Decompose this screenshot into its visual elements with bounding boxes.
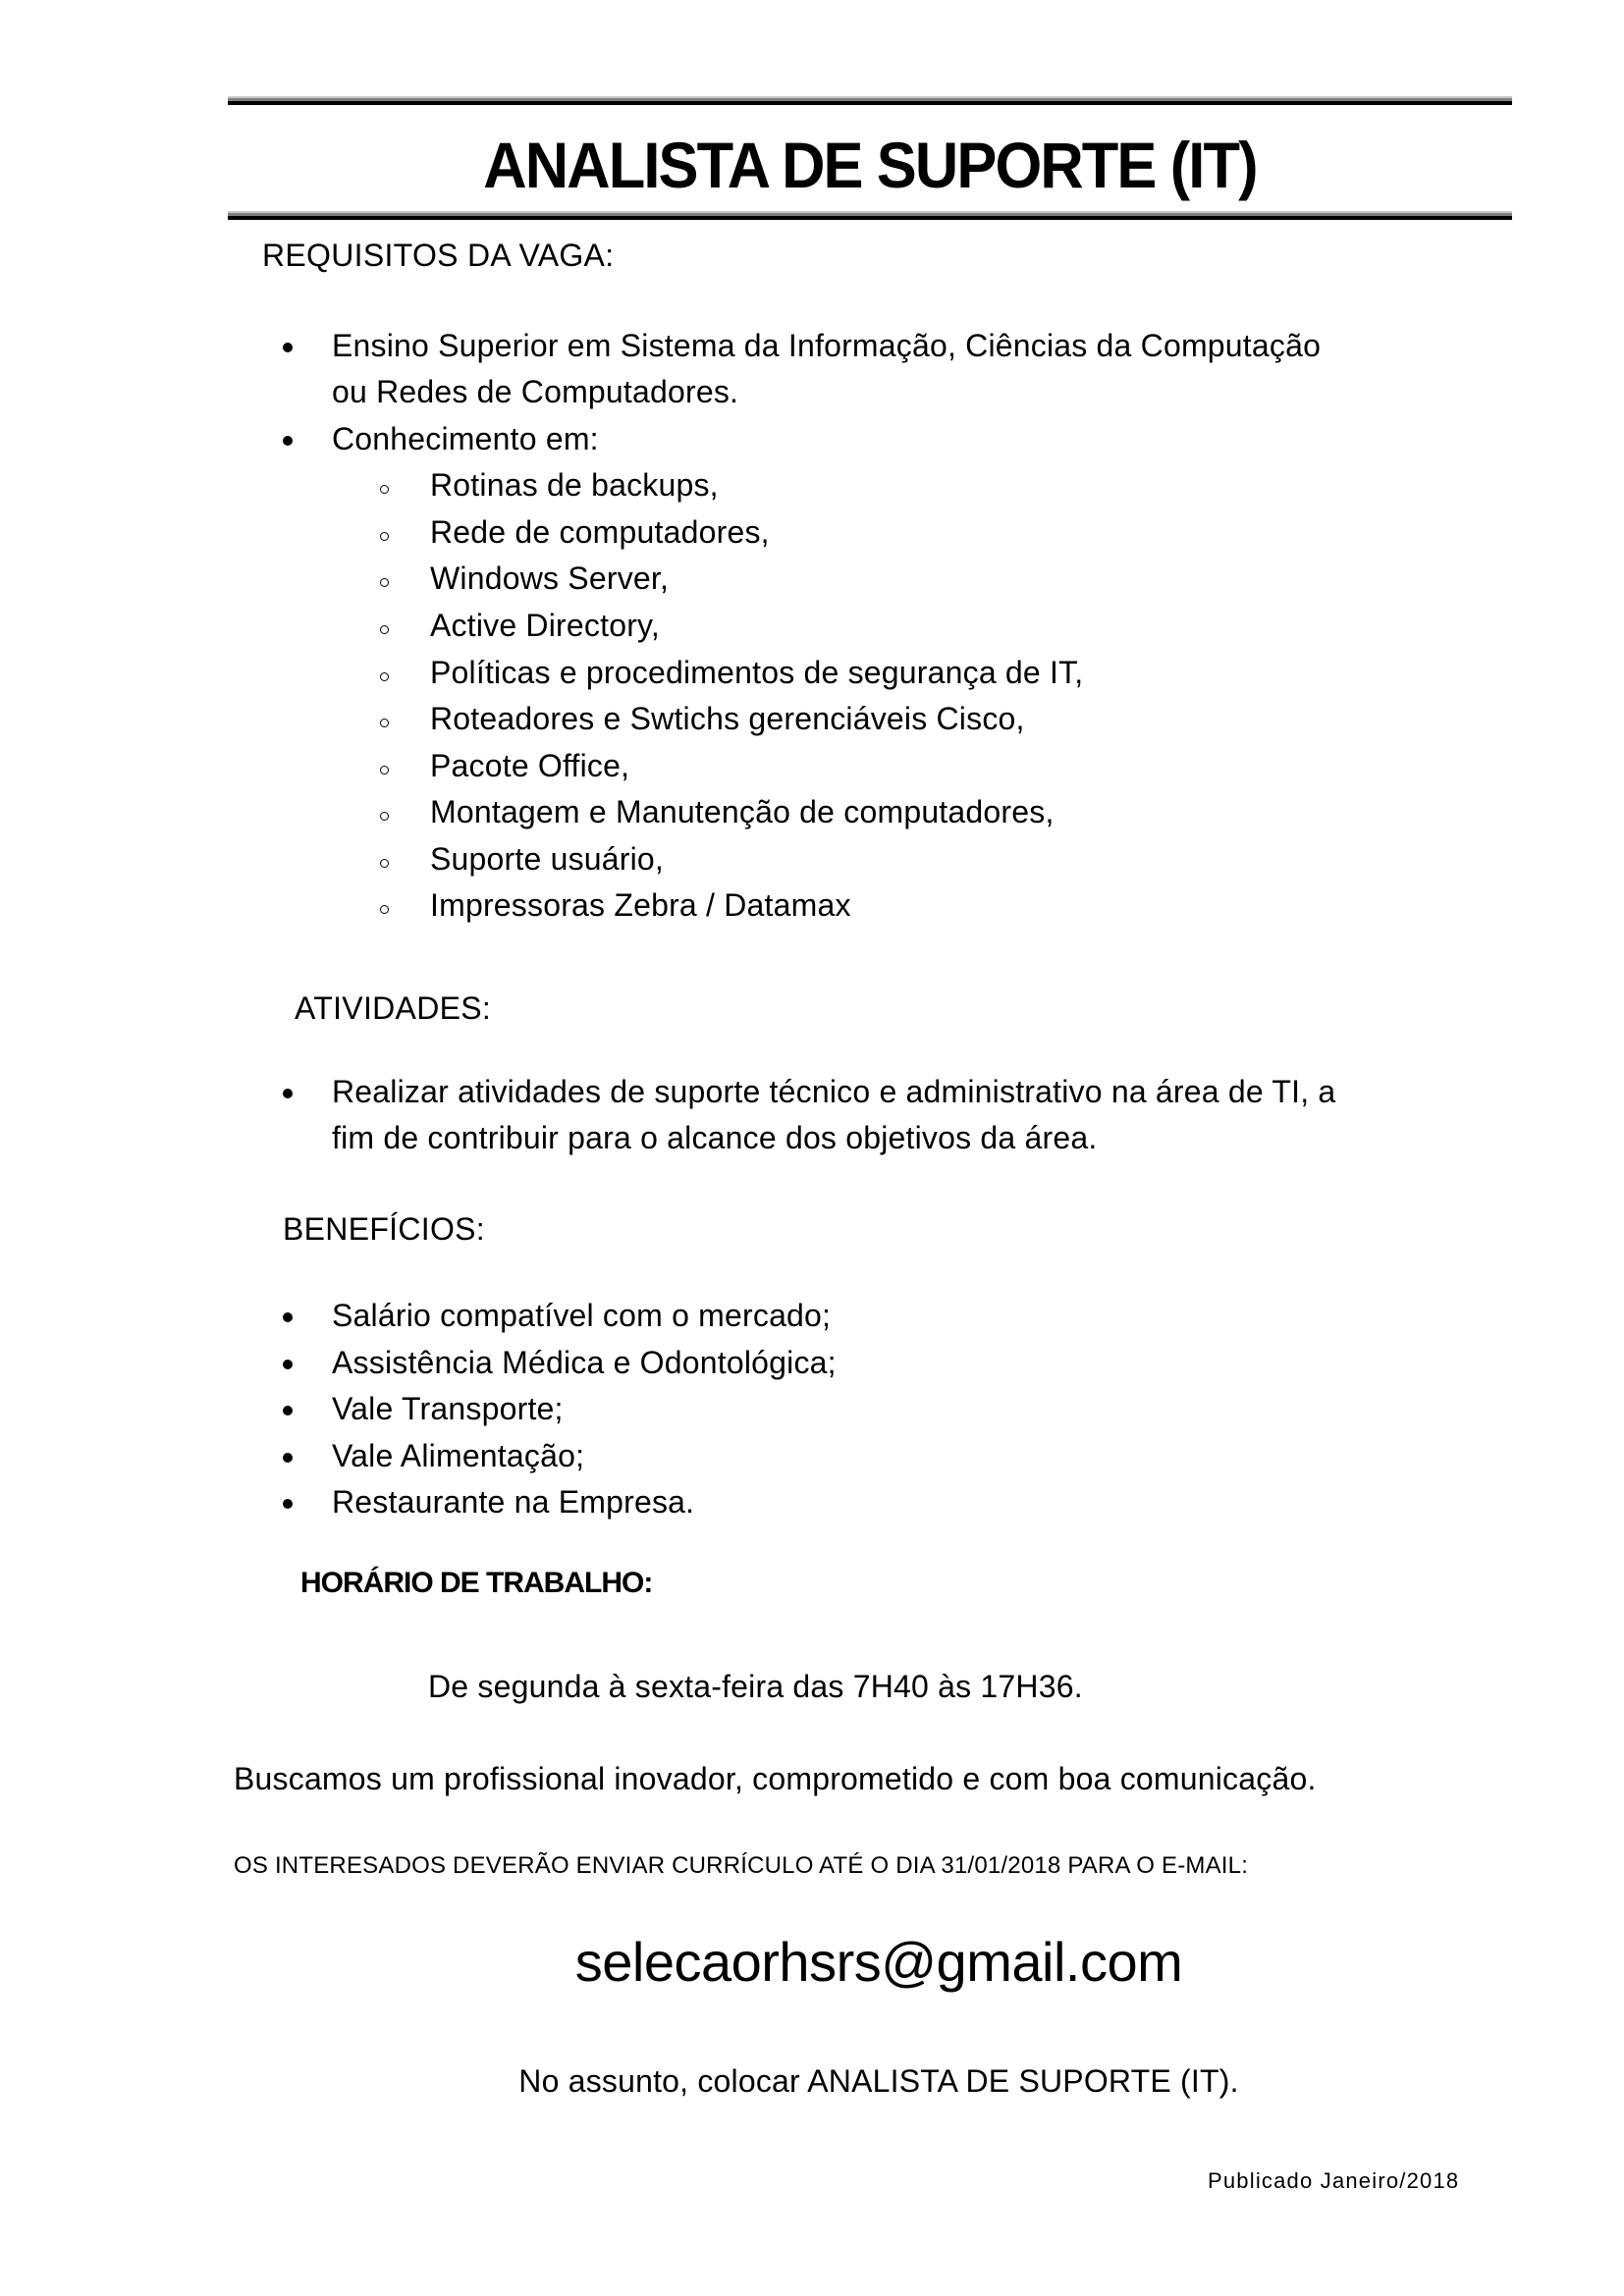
bullet-icon — [283, 1312, 293, 1322]
bullet-icon — [283, 1089, 293, 1098]
circle-bullet-icon — [380, 672, 389, 681]
sublist-item: Windows Server, — [430, 561, 670, 596]
list-item-text: Vale Transporte; — [332, 1391, 564, 1426]
list-item-text: Salário compatível com o mercado; — [332, 1298, 832, 1333]
sublist-item: Pacote Office, — [430, 748, 630, 783]
list-item-text: Vale Alimentação; — [332, 1438, 585, 1473]
section-heading-beneficios: BENEFÍCIOS: — [283, 1211, 486, 1247]
bullet-icon — [283, 343, 293, 352]
sublist-item: Roteadores e Swtichs gerenciáveis Cisco, — [430, 701, 1025, 736]
bullet-icon — [283, 1453, 293, 1463]
top-rule — [228, 96, 1512, 105]
bullet-icon — [283, 1499, 293, 1509]
sublist-item: Rotinas de backups, — [430, 467, 719, 503]
bullet-icon — [283, 436, 293, 446]
page-title: ANALISTA DE SUPORTE (IT) — [483, 129, 1257, 201]
published-date: Publicado Janeiro/2018 — [1208, 2168, 1460, 2193]
circle-bullet-icon — [380, 859, 389, 868]
circle-bullet-icon — [380, 578, 389, 587]
circle-bullet-icon — [380, 812, 389, 821]
sublist-item: Active Directory, — [430, 608, 660, 643]
circle-bullet-icon — [380, 766, 389, 774]
section-heading-atividades: ATIVIDADES: — [295, 990, 492, 1026]
bullet-icon — [283, 1406, 293, 1415]
list-item-text: Realizar atividades de suporte técnico e administrativo na área de TI, a — [332, 1074, 1336, 1109]
sublist-item: Impressoras Zebra / Datamax — [430, 887, 851, 923]
list-item-text: Ensino Superior em Sistema da Informação, Ciências da Computação — [332, 328, 1322, 363]
sublist-item: Políticas e procedimentos de segurança de IT, — [430, 655, 1084, 690]
section-heading-horario: HORÁRIO DE TRABALHO: — [300, 1567, 653, 1599]
circle-bullet-icon — [380, 532, 389, 541]
list-item-text: Assistência Médica e Odontológica; — [332, 1345, 837, 1380]
sublist-item: Montagem e Manutenção de computadores, — [430, 794, 1055, 829]
list-item-text-continued: fim de contribuir para o alcance dos objetivos da área. — [332, 1120, 1098, 1155]
list-item-text: Conhecimento em: — [332, 421, 599, 456]
sublist-item: Rede de computadores, — [430, 514, 770, 550]
circle-bullet-icon — [380, 719, 389, 727]
circle-bullet-icon — [380, 625, 389, 634]
list-item-text: Restaurante na Empresa. — [332, 1484, 695, 1520]
section-heading-requisitos: REQUISITOS DA VAGA: — [262, 238, 615, 273]
contact-email[interactable]: selecaorhsrs@gmail.com — [574, 1931, 1183, 1993]
title-bottom-rule — [228, 211, 1512, 220]
circle-bullet-icon — [380, 905, 389, 914]
work-hours-text: De segunda à sexta-feira das 7H40 às 17H36. — [428, 1669, 1083, 1704]
circle-bullet-icon — [380, 485, 389, 494]
subject-instruction: No assunto, colocar ANALISTA DE SUPORTE (IT). — [518, 2063, 1239, 2099]
bullet-icon — [283, 1360, 293, 1369]
sublist-item: Suporte usuário, — [430, 841, 665, 877]
profile-text: Buscamos um profissional inovador, comprometido e com boa comunicação. — [234, 1761, 1317, 1796]
list-item-text-continued: ou Redes de Computadores. — [332, 374, 739, 409]
application-instruction: OS INTERESADOS DEVERÃO ENVIAR CURRÍCULO ATÉ O DIA 31/01/2018 PARA O E-MAIL: — [234, 1852, 1249, 1879]
